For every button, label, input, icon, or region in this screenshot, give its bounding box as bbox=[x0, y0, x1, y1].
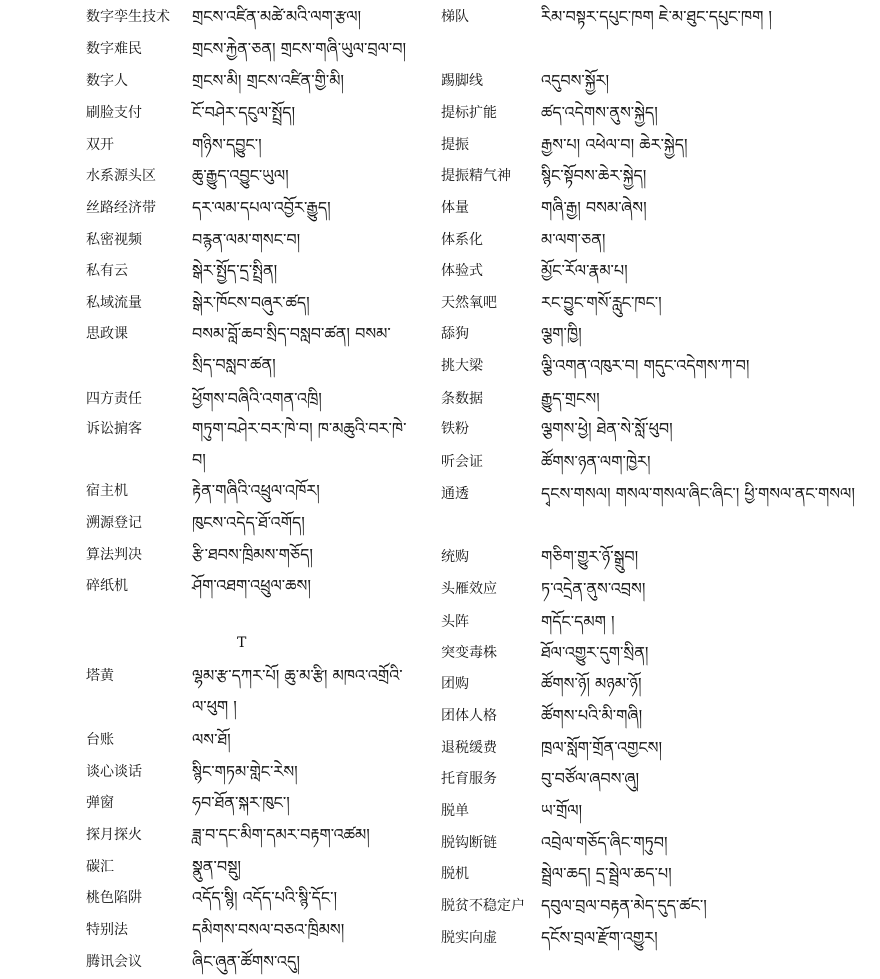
chinese-term: 脱实向虚 bbox=[441, 930, 497, 946]
chinese-term: 提振 bbox=[441, 137, 469, 153]
chinese-term: 丝路经济带 bbox=[86, 200, 156, 216]
chinese-term: 私域流量 bbox=[86, 295, 142, 311]
tibetan-translation: ཐོལ་འགྱུར་དུག་སྲིན། bbox=[541, 643, 649, 662]
tibetan-translation: ཚོགས་པའི་མི་གཞི། bbox=[541, 706, 643, 725]
tibetan-translation: རིམ་བསྟར་དཔུང་ཁག ཇེ་མ་ཐུང་དཔུང་ཁག ། bbox=[541, 7, 772, 26]
tibetan-translation: སྙིང་གཏམ་གླེང་རེས། bbox=[192, 762, 298, 781]
chinese-term: 碎纸机 bbox=[86, 578, 128, 594]
tibetan-translation: ཤོག་འཐག་འཕྲུལ་ཆས། bbox=[192, 576, 311, 595]
chinese-term: 提振精气神 bbox=[441, 168, 511, 184]
tibetan-translation: སྒེར་སྤྱོད་དྲ་སྤྲིན། bbox=[192, 261, 278, 280]
chinese-term: 宿主机 bbox=[86, 483, 128, 499]
tibetan-translation: དམིགས་བསལ་བཅའ་ཁྲིམས། bbox=[192, 920, 345, 939]
chinese-term: 托育服务 bbox=[441, 771, 497, 787]
tibetan-translation: ཆུ་རྒྱུད་འབྱུང་ཡུལ། bbox=[192, 166, 289, 185]
chinese-term: 体量 bbox=[441, 200, 469, 216]
tibetan-translation: རྒྱས་པ། འཕེལ་བ། ཆེར་སྐྱེད། bbox=[541, 135, 688, 154]
chinese-term: 探月探火 bbox=[86, 827, 142, 843]
tibetan-translation: ཟླ་བ་དང་མིག་དམར་བརྟག་འཚམ། bbox=[192, 825, 370, 844]
tibetan-translation: ཁུངས་འདེད་ཐོ་འགོད། bbox=[192, 513, 305, 532]
tibetan-translation: འདུབས་སྐྱོར། bbox=[541, 71, 610, 90]
tibetan-translation: གཅིག་གྱུར་ཉོ་སྒྲུབ། bbox=[541, 547, 639, 566]
tibetan-translation: བསམ་བློ་ཆབ་སྲིད་བསླབ་ཚན། བསམ་སྲིད་བསླབ་ཚན། bbox=[192, 324, 391, 374]
chinese-term: 刷脸支付 bbox=[86, 105, 142, 121]
tibetan-translation: འདོད་སྙི། འདོད་པའི་སྙི་དོང་། bbox=[192, 888, 338, 907]
tibetan-translation: སྒེར་ཁོངས་བཞུར་ཚད། bbox=[192, 293, 310, 312]
section-letter-heading: T bbox=[237, 635, 247, 651]
chinese-term: 数字难民 bbox=[86, 41, 142, 57]
tibetan-translation: སྦྲེལ་ཆད། དྲ་སྦྲེལ་ཆད་པ། bbox=[541, 864, 672, 883]
tibetan-translation: ལྷམ་རྩ་དཀར་པོ། ཆུ་མ་རྩི། མཁའ་འགྲོའི་ལ་ཕུག ། bbox=[192, 666, 403, 716]
chinese-term: 四方责任 bbox=[86, 391, 142, 407]
tibetan-translation: ཡ་གྲོལ། bbox=[541, 801, 583, 820]
tibetan-translation: ལྕགས་ཕྱེ། ཐེན་སེ་སློ་ཕུབ། bbox=[541, 419, 673, 438]
chinese-term: 脱单 bbox=[441, 803, 469, 819]
chinese-term: 数字孪生技术 bbox=[86, 9, 170, 25]
chinese-term: 突变毒株 bbox=[441, 645, 497, 661]
tibetan-translation: གཏུག་བཤེར་བར་ཁེ་བ། ཁ་མཆུའི་བར་ཁེ་བ། bbox=[192, 419, 407, 469]
chinese-term: 踢脚线 bbox=[441, 73, 483, 89]
chinese-term: 条数据 bbox=[441, 391, 483, 407]
chinese-term: 听会证 bbox=[441, 454, 483, 470]
chinese-term: 腾讯会议 bbox=[86, 954, 142, 970]
tibetan-translation: གཉིས་དབྱུང་། bbox=[192, 135, 262, 154]
chinese-term: 谈心谈话 bbox=[86, 764, 142, 780]
tibetan-translation: སྣུན་བསྡུ། bbox=[192, 857, 241, 876]
chinese-term: 私有云 bbox=[86, 263, 128, 279]
chinese-term: 体系化 bbox=[441, 232, 483, 248]
chinese-term: 弹窗 bbox=[86, 795, 114, 811]
chinese-term: 算法判决 bbox=[86, 547, 142, 563]
chinese-term: 脱贫不稳定户 bbox=[441, 898, 525, 914]
tibetan-translation: འབྲེལ་གཅོད་ཞིང་གཏུབ། bbox=[541, 833, 668, 852]
tibetan-translation: ཏ་འདྲེན་ནུས་འབྲས། bbox=[541, 579, 646, 598]
tibetan-translation: ངོ་བཤེར་དངུལ་སྤྲོད། bbox=[192, 103, 296, 122]
tibetan-translation: རྒྱུད་གྲངས། bbox=[541, 389, 600, 408]
tibetan-translation: རང་བྱུང་གསོ་རླུང་ཁང་། bbox=[541, 293, 662, 312]
tibetan-translation: ཕྱོགས་བཞིའི་འགན་འཁྲི། bbox=[192, 389, 322, 408]
tibetan-translation: རྩི་ཐབས་ཁྲིམས་གཅོད། bbox=[192, 545, 313, 564]
chinese-term: 塔黄 bbox=[86, 668, 114, 684]
chinese-term: 舔狗 bbox=[441, 326, 469, 342]
chinese-term: 头阵 bbox=[441, 614, 469, 630]
tibetan-translation: གྲངས་འཛིན་མཚེ་མའི་ལག་རྩལ། bbox=[192, 7, 362, 26]
chinese-term: 统购 bbox=[441, 549, 469, 565]
chinese-term: 特别法 bbox=[86, 922, 128, 938]
chinese-term: 头雁效应 bbox=[441, 581, 497, 597]
chinese-term: 水系源头区 bbox=[86, 168, 156, 184]
tibetan-translation: དངོས་བྲལ་རྫོག་འགྱུར། bbox=[541, 928, 658, 947]
tibetan-translation: ལྕག་ཁྱི། bbox=[541, 324, 582, 343]
tibetan-translation: བརྙན་ལམ་གསང་བ། bbox=[192, 230, 301, 249]
chinese-term: 诉讼掮客 bbox=[86, 421, 142, 437]
tibetan-translation: ཚོགས་ཉོ། མཉམ་ཉོ། bbox=[541, 674, 642, 693]
tibetan-translation: རྟེན་གཞིའི་འཕྲུལ་འཁོར། bbox=[192, 481, 320, 500]
tibetan-translation: གདོང་དམག ། bbox=[541, 612, 615, 631]
tibetan-translation: ཞིང་ཞུན་ཚོགས་འདུ། bbox=[192, 952, 300, 971]
tibetan-translation: ཧབ་ཐོན་སྐར་ཁུང་། bbox=[192, 793, 290, 812]
chinese-term: 数字人 bbox=[86, 73, 128, 89]
chinese-term: 思政课 bbox=[86, 326, 128, 342]
chinese-term: 天然氧吧 bbox=[441, 295, 497, 311]
chinese-term: 通透 bbox=[441, 486, 469, 502]
chinese-term: 团购 bbox=[441, 676, 469, 692]
tibetan-translation: ལྕི་འགན་འཁུར་བ། གདུང་འདེགས་ཀ་བ། bbox=[541, 356, 750, 375]
chinese-term: 退税缓费 bbox=[441, 740, 497, 756]
tibetan-translation: དབུལ་བྲལ་བརྟན་མེད་དུད་ཚང་། bbox=[541, 896, 707, 915]
chinese-term: 脱机 bbox=[441, 866, 469, 882]
tibetan-translation: མྱོང་རོལ་རྣམ་པ། bbox=[541, 261, 628, 280]
chinese-term: 碳汇 bbox=[86, 859, 114, 875]
chinese-term: 溯源登记 bbox=[86, 515, 142, 531]
tibetan-translation: ལས་ཐོ། bbox=[192, 730, 231, 749]
tibetan-translation: ཚད་འདེགས་ནུས་སྐྱེད། bbox=[541, 103, 658, 122]
tibetan-translation: དར་ལམ་དཔལ་འབྱོར་རྒྱུད། bbox=[192, 198, 331, 217]
tibetan-translation: མ་ལག་ཅན། bbox=[541, 230, 606, 249]
tibetan-translation: སྙིང་སྟོབས་ཆེར་སྐྱེད། bbox=[541, 166, 647, 185]
tibetan-translation: གཞི་རྒྱ། བསམ་ཞེས། bbox=[541, 198, 647, 217]
chinese-term: 团体人格 bbox=[441, 708, 497, 724]
chinese-term: 挑大梁 bbox=[441, 358, 483, 374]
chinese-term: 台账 bbox=[86, 732, 114, 748]
chinese-term: 提标扩能 bbox=[441, 105, 497, 121]
tibetan-translation: གྲངས་མི། གྲངས་འཛིན་གྱི་མི། bbox=[192, 71, 344, 90]
chinese-term: 双开 bbox=[86, 137, 114, 153]
chinese-term: 私密视频 bbox=[86, 232, 142, 248]
tibetan-translation: བུ་བཙོལ་ཞབས་ཞུ། bbox=[541, 769, 640, 788]
chinese-term: 脱钩断链 bbox=[441, 835, 497, 851]
tibetan-translation: ཚོགས་ཉན་ལག་ཁྱེར། bbox=[541, 452, 651, 471]
tibetan-translation: དྭངས་གསལ། གསལ་གསལ་ཞིང་ཞིང་། ཕྱི་གསལ་ནང་གསལ། bbox=[541, 484, 855, 503]
chinese-term: 铁粉 bbox=[441, 421, 469, 437]
tibetan-translation: གྲངས་རྐྱེན་ཅན། གྲངས་གཞི་ཡུལ་བྲལ་བ། bbox=[192, 39, 407, 58]
chinese-term: 体验式 bbox=[441, 263, 483, 279]
chinese-term: 梯队 bbox=[441, 9, 469, 25]
chinese-term: 桃色陷阱 bbox=[86, 890, 142, 906]
tibetan-translation: ཁྲལ་སློག་གྲོན་འགྱངས། bbox=[541, 738, 663, 757]
